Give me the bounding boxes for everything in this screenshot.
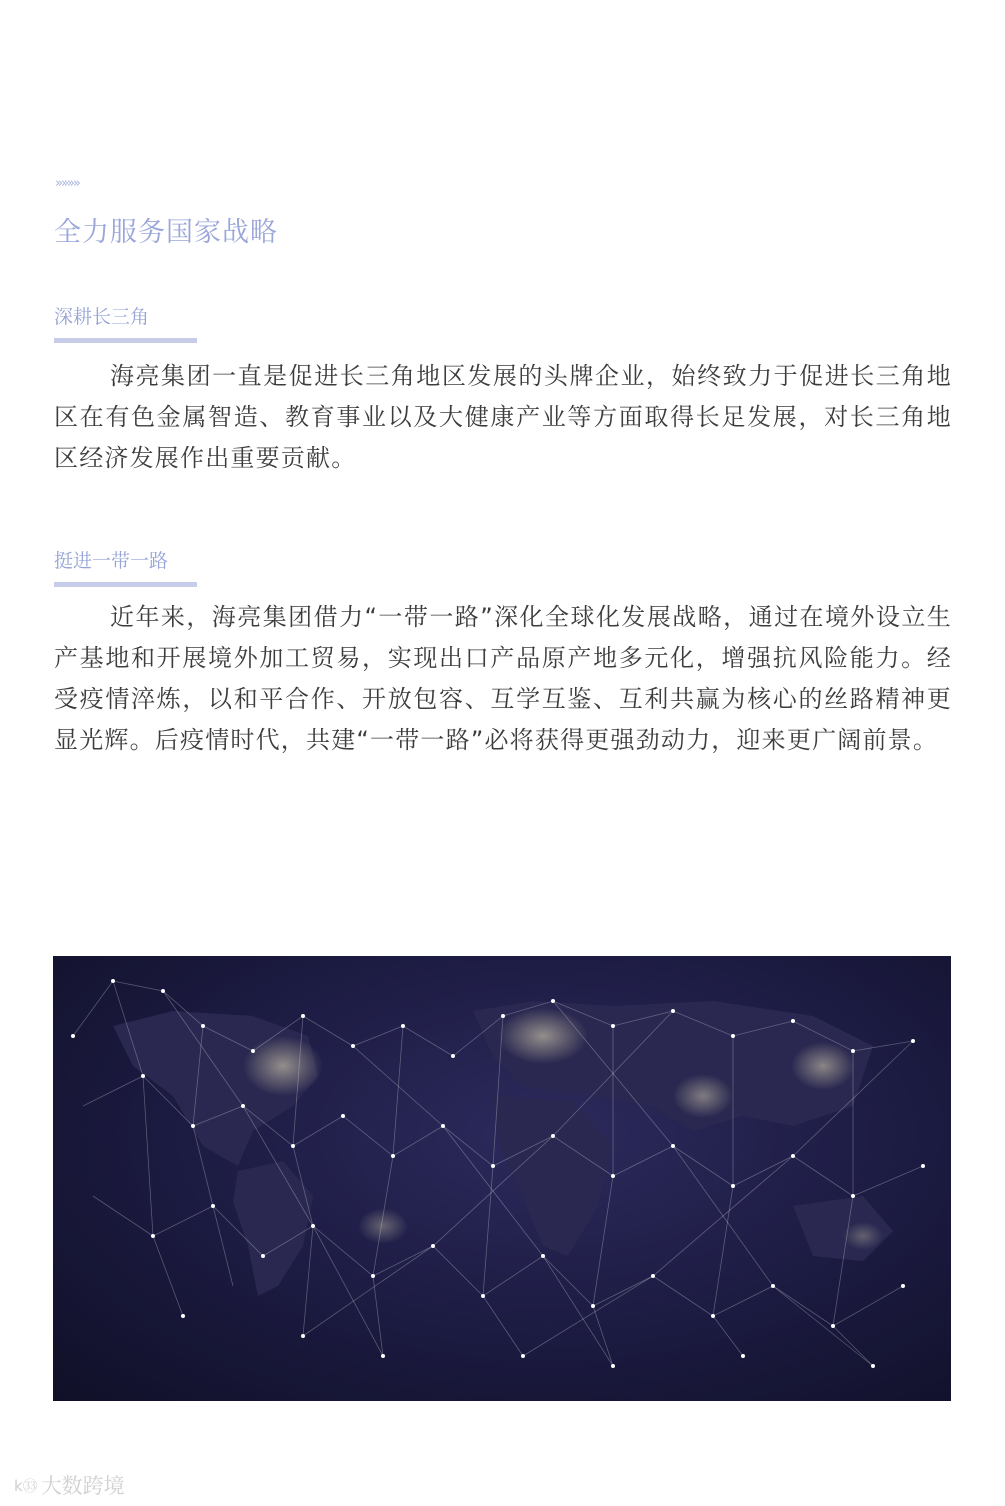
watermark-text: 大数跨境 [40, 1474, 125, 1498]
subheading-yangtze-delta [54, 302, 197, 343]
subheading-label: 挺进一带一路 [54, 550, 169, 572]
paragraph-yangtze-delta: 海亮集团一直是促进长三角地区发展的头牌企业，始终致力于促进长三角地区在有色金属智造、教育事业以及大健康产业等方面取得长足发展，对长三角地区经济发展作出重要贡献。 [54, 362, 952, 472]
world-network-map-image [53, 956, 951, 1401]
subheading-label: 深耕长三角 [54, 306, 150, 328]
subheading-belt-and-road [54, 546, 197, 587]
paragraph-belt-and-road: 近年来，海亮集团借力“一带一路”深化全球化发展战略，通过在境外设立生产基地和开展境外加工贸易，实现出口产品原产地多元化，增强抗风险能力。经受疫情淬炼，以和平合作、开放包容、互学互鉴、互利共赢为核心的丝路精神更显光辉。后疫情时代，共建“一带一路”必将获得更强劲动力，迎来更广阔前景。 [54, 603, 952, 754]
world-map-network-graphic [53, 956, 951, 1401]
watermark [14, 1470, 125, 1500]
section-title: 全力服务国家战略 [54, 217, 278, 248]
watermark-logo-icon: k㉝ [14, 1477, 38, 1495]
decorative-chevrons-icon: »»»» [55, 176, 79, 191]
